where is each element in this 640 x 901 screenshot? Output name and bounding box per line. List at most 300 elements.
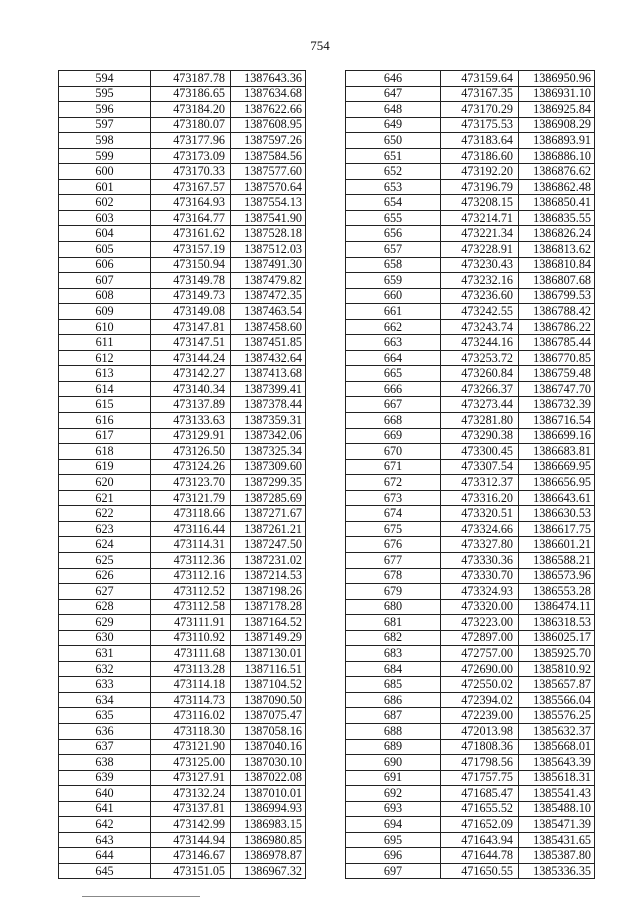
y-coordinate-cell: 1387584.56 bbox=[231, 148, 306, 164]
x-coordinate-cell: 473228.91 bbox=[441, 242, 519, 258]
x-coordinate-cell: 471655.52 bbox=[441, 801, 519, 817]
x-coordinate-cell: 473113.28 bbox=[151, 661, 231, 677]
point-number-cell: 694 bbox=[346, 817, 441, 833]
y-coordinate-cell: 1385566.04 bbox=[519, 692, 595, 708]
table-row bbox=[346, 677, 595, 693]
point-number-cell: 608 bbox=[59, 288, 151, 304]
y-coordinate-cell: 1387634.68 bbox=[231, 86, 306, 102]
point-number-cell: 615 bbox=[59, 397, 151, 413]
x-coordinate-cell: 473266.37 bbox=[441, 381, 519, 397]
point-number-cell: 632 bbox=[59, 661, 151, 677]
y-coordinate-cell: 1386931.10 bbox=[519, 86, 595, 102]
y-coordinate-cell: 1386630.53 bbox=[519, 506, 595, 522]
y-coordinate-cell: 1385618.31 bbox=[519, 770, 595, 786]
y-coordinate-cell: 1386978.87 bbox=[231, 848, 306, 864]
y-coordinate-cell: 1387342.06 bbox=[231, 428, 306, 444]
table-row bbox=[346, 350, 595, 366]
table-row bbox=[346, 179, 595, 195]
point-number-cell: 693 bbox=[346, 801, 441, 817]
x-coordinate-cell: 473159.64 bbox=[441, 71, 519, 87]
y-coordinate-cell: 1386601.21 bbox=[519, 537, 595, 553]
table-row bbox=[59, 599, 306, 615]
x-coordinate-cell: 473167.57 bbox=[151, 179, 231, 195]
point-number-cell: 612 bbox=[59, 350, 151, 366]
x-coordinate-cell: 473167.35 bbox=[441, 86, 519, 102]
point-number-cell: 620 bbox=[59, 475, 151, 491]
y-coordinate-cell: 1386925.84 bbox=[519, 102, 595, 118]
point-number-cell: 649 bbox=[346, 117, 441, 133]
y-coordinate-cell: 1386759.48 bbox=[519, 366, 595, 382]
point-number-cell: 695 bbox=[346, 832, 441, 848]
x-coordinate-cell: 473192.20 bbox=[441, 164, 519, 180]
point-number-cell: 639 bbox=[59, 770, 151, 786]
table-row bbox=[59, 381, 306, 397]
x-coordinate-cell: 473221.34 bbox=[441, 226, 519, 242]
x-coordinate-cell: 473121.79 bbox=[151, 490, 231, 506]
y-coordinate-cell: 1386893.91 bbox=[519, 133, 595, 149]
y-coordinate-cell: 1386617.75 bbox=[519, 521, 595, 537]
x-coordinate-cell: 473290.38 bbox=[441, 428, 519, 444]
x-coordinate-cell: 473320.51 bbox=[441, 506, 519, 522]
y-coordinate-cell: 1387104.52 bbox=[231, 677, 306, 693]
point-number-cell: 600 bbox=[59, 164, 151, 180]
point-number-cell: 598 bbox=[59, 133, 151, 149]
point-number-cell: 671 bbox=[346, 459, 441, 475]
point-number-cell: 622 bbox=[59, 506, 151, 522]
y-coordinate-cell: 1387198.26 bbox=[231, 584, 306, 600]
point-number-cell: 634 bbox=[59, 692, 151, 708]
x-coordinate-cell: 473236.60 bbox=[441, 288, 519, 304]
x-coordinate-cell: 471798.56 bbox=[441, 755, 519, 771]
table-row bbox=[59, 366, 306, 382]
x-coordinate-cell: 473121.90 bbox=[151, 739, 231, 755]
x-coordinate-cell: 473175.53 bbox=[441, 117, 519, 133]
x-coordinate-cell: 473196.79 bbox=[441, 179, 519, 195]
x-coordinate-cell: 473208.15 bbox=[441, 195, 519, 211]
x-coordinate-cell: 473149.78 bbox=[151, 273, 231, 289]
y-coordinate-cell: 1386747.70 bbox=[519, 381, 595, 397]
table-row bbox=[346, 475, 595, 491]
y-coordinate-cell: 1386553.28 bbox=[519, 584, 595, 600]
y-coordinate-cell: 1387299.35 bbox=[231, 475, 306, 491]
x-coordinate-cell: 473112.52 bbox=[151, 584, 231, 600]
y-coordinate-cell: 1385643.39 bbox=[519, 755, 595, 771]
x-coordinate-cell: 472757.00 bbox=[441, 646, 519, 662]
x-coordinate-cell: 472013.98 bbox=[441, 723, 519, 739]
y-coordinate-cell: 1387090.50 bbox=[231, 692, 306, 708]
x-coordinate-cell: 473142.99 bbox=[151, 817, 231, 833]
table-row bbox=[346, 630, 595, 646]
table-row bbox=[59, 117, 306, 133]
table-row bbox=[59, 521, 306, 537]
coordinates-table-left bbox=[58, 70, 306, 879]
x-coordinate-cell: 473129.91 bbox=[151, 428, 231, 444]
point-number-cell: 646 bbox=[346, 71, 441, 87]
y-coordinate-cell: 1387030.10 bbox=[231, 755, 306, 771]
table-row bbox=[346, 164, 595, 180]
y-coordinate-cell: 1386716.54 bbox=[519, 413, 595, 429]
x-coordinate-cell: 473223.00 bbox=[441, 615, 519, 631]
y-coordinate-cell: 1385541.43 bbox=[519, 786, 595, 802]
y-coordinate-cell: 1386876.62 bbox=[519, 164, 595, 180]
point-number-cell: 607 bbox=[59, 273, 151, 289]
table-row bbox=[346, 615, 595, 631]
y-coordinate-cell: 1386786.22 bbox=[519, 319, 595, 335]
y-coordinate-cell: 1387285.69 bbox=[231, 490, 306, 506]
y-coordinate-cell: 1387399.41 bbox=[231, 381, 306, 397]
point-number-cell: 643 bbox=[59, 832, 151, 848]
y-coordinate-cell: 1387271.67 bbox=[231, 506, 306, 522]
point-number-cell: 609 bbox=[59, 304, 151, 320]
x-coordinate-cell: 473146.67 bbox=[151, 848, 231, 864]
table-row bbox=[59, 335, 306, 351]
x-coordinate-cell: 473110.92 bbox=[151, 630, 231, 646]
y-coordinate-cell: 1387413.68 bbox=[231, 366, 306, 382]
point-number-cell: 601 bbox=[59, 179, 151, 195]
point-number-cell: 656 bbox=[346, 226, 441, 242]
table-row bbox=[59, 770, 306, 786]
point-number-cell: 654 bbox=[346, 195, 441, 211]
table-row bbox=[59, 413, 306, 429]
y-coordinate-cell: 1385576.25 bbox=[519, 708, 595, 724]
y-coordinate-cell: 1386835.55 bbox=[519, 210, 595, 226]
y-coordinate-cell: 1387432.64 bbox=[231, 350, 306, 366]
y-coordinate-cell: 1385488.10 bbox=[519, 801, 595, 817]
point-number-cell: 659 bbox=[346, 273, 441, 289]
table-row bbox=[59, 848, 306, 864]
table-row bbox=[346, 148, 595, 164]
point-number-cell: 651 bbox=[346, 148, 441, 164]
y-coordinate-cell: 1386643.61 bbox=[519, 490, 595, 506]
point-number-cell: 685 bbox=[346, 677, 441, 693]
x-coordinate-cell: 473186.65 bbox=[151, 86, 231, 102]
table-row bbox=[346, 257, 595, 273]
y-coordinate-cell: 1386588.21 bbox=[519, 552, 595, 568]
y-coordinate-cell: 1387010.01 bbox=[231, 786, 306, 802]
table-row bbox=[346, 195, 595, 211]
x-coordinate-cell: 473320.00 bbox=[441, 599, 519, 615]
table-row bbox=[346, 397, 595, 413]
point-number-cell: 642 bbox=[59, 817, 151, 833]
table-row bbox=[346, 863, 595, 879]
table-row bbox=[346, 692, 595, 708]
point-number-cell: 678 bbox=[346, 568, 441, 584]
x-coordinate-cell: 473177.96 bbox=[151, 133, 231, 149]
point-number-cell: 661 bbox=[346, 304, 441, 320]
table-row bbox=[59, 210, 306, 226]
point-number-cell: 663 bbox=[346, 335, 441, 351]
table-row bbox=[346, 242, 595, 258]
point-number-cell: 691 bbox=[346, 770, 441, 786]
y-coordinate-cell: 1387570.64 bbox=[231, 179, 306, 195]
y-coordinate-cell: 1386967.32 bbox=[231, 863, 306, 879]
y-coordinate-cell: 1387178.28 bbox=[231, 599, 306, 615]
x-coordinate-cell: 473300.45 bbox=[441, 444, 519, 460]
table-row bbox=[59, 552, 306, 568]
x-coordinate-cell: 473118.66 bbox=[151, 506, 231, 522]
table-row bbox=[59, 490, 306, 506]
x-coordinate-cell: 473324.93 bbox=[441, 584, 519, 600]
point-number-cell: 684 bbox=[346, 661, 441, 677]
y-coordinate-cell: 1385632.37 bbox=[519, 723, 595, 739]
y-coordinate-cell: 1386807.68 bbox=[519, 273, 595, 289]
point-number-cell: 623 bbox=[59, 521, 151, 537]
point-number-cell: 610 bbox=[59, 319, 151, 335]
y-coordinate-cell: 1387643.36 bbox=[231, 71, 306, 87]
point-number-cell: 675 bbox=[346, 521, 441, 537]
point-number-cell: 686 bbox=[346, 692, 441, 708]
y-coordinate-cell: 1386785.44 bbox=[519, 335, 595, 351]
x-coordinate-cell: 473243.74 bbox=[441, 319, 519, 335]
point-number-cell: 613 bbox=[59, 366, 151, 382]
table-row bbox=[59, 459, 306, 475]
table-row bbox=[59, 195, 306, 211]
y-coordinate-cell: 1387040.16 bbox=[231, 739, 306, 755]
y-coordinate-cell: 1386025.17 bbox=[519, 630, 595, 646]
point-number-cell: 696 bbox=[346, 848, 441, 864]
point-number-cell: 596 bbox=[59, 102, 151, 118]
table-row bbox=[346, 319, 595, 335]
x-coordinate-cell: 473324.66 bbox=[441, 521, 519, 537]
point-number-cell: 629 bbox=[59, 615, 151, 631]
point-number-cell: 692 bbox=[346, 786, 441, 802]
y-coordinate-cell: 1387359.31 bbox=[231, 413, 306, 429]
y-coordinate-cell: 1387261.21 bbox=[231, 521, 306, 537]
y-coordinate-cell: 1387472.35 bbox=[231, 288, 306, 304]
point-number-cell: 614 bbox=[59, 381, 151, 397]
table-row bbox=[59, 817, 306, 833]
y-coordinate-cell: 1387479.82 bbox=[231, 273, 306, 289]
point-number-cell: 621 bbox=[59, 490, 151, 506]
table-row bbox=[59, 102, 306, 118]
table-row bbox=[59, 319, 306, 335]
x-coordinate-cell: 473142.27 bbox=[151, 366, 231, 382]
y-coordinate-cell: 1385925.70 bbox=[519, 646, 595, 662]
point-number-cell: 648 bbox=[346, 102, 441, 118]
table-row bbox=[59, 242, 306, 258]
y-coordinate-cell: 1387116.51 bbox=[231, 661, 306, 677]
x-coordinate-cell: 473260.84 bbox=[441, 366, 519, 382]
point-number-cell: 662 bbox=[346, 319, 441, 335]
coordinates-table-right bbox=[345, 70, 595, 879]
x-coordinate-cell: 473312.37 bbox=[441, 475, 519, 491]
y-coordinate-cell: 1387608.95 bbox=[231, 117, 306, 133]
table-row bbox=[346, 444, 595, 460]
point-number-cell: 619 bbox=[59, 459, 151, 475]
y-coordinate-cell: 1387164.52 bbox=[231, 615, 306, 631]
point-number-cell: 664 bbox=[346, 350, 441, 366]
x-coordinate-cell: 473151.05 bbox=[151, 863, 231, 879]
x-coordinate-cell: 473137.89 bbox=[151, 397, 231, 413]
x-coordinate-cell: 473184.20 bbox=[151, 102, 231, 118]
point-number-cell: 688 bbox=[346, 723, 441, 739]
point-number-cell: 640 bbox=[59, 786, 151, 802]
point-number-cell: 611 bbox=[59, 335, 151, 351]
table-row bbox=[59, 863, 306, 879]
table-row bbox=[346, 102, 595, 118]
x-coordinate-cell: 473232.16 bbox=[441, 273, 519, 289]
point-number-cell: 683 bbox=[346, 646, 441, 662]
y-coordinate-cell: 1387058.16 bbox=[231, 723, 306, 739]
y-coordinate-cell: 1387463.54 bbox=[231, 304, 306, 320]
table-row bbox=[346, 661, 595, 677]
x-coordinate-cell: 473170.33 bbox=[151, 164, 231, 180]
point-number-cell: 624 bbox=[59, 537, 151, 553]
x-coordinate-cell: 473316.20 bbox=[441, 490, 519, 506]
point-number-cell: 655 bbox=[346, 210, 441, 226]
point-number-cell: 641 bbox=[59, 801, 151, 817]
table-row bbox=[346, 755, 595, 771]
x-coordinate-cell: 473123.70 bbox=[151, 475, 231, 491]
point-number-cell: 637 bbox=[59, 739, 151, 755]
point-number-cell: 647 bbox=[346, 86, 441, 102]
x-coordinate-cell: 471643.94 bbox=[441, 832, 519, 848]
point-number-cell: 674 bbox=[346, 506, 441, 522]
point-number-cell: 680 bbox=[346, 599, 441, 615]
x-coordinate-cell: 473147.81 bbox=[151, 319, 231, 335]
table-row bbox=[346, 708, 595, 724]
x-coordinate-cell: 473116.02 bbox=[151, 708, 231, 724]
point-number-cell: 616 bbox=[59, 413, 151, 429]
y-coordinate-cell: 1387231.02 bbox=[231, 552, 306, 568]
point-number-cell: 595 bbox=[59, 86, 151, 102]
table-row bbox=[346, 739, 595, 755]
point-number-cell: 658 bbox=[346, 257, 441, 273]
point-number-cell: 650 bbox=[346, 133, 441, 149]
x-coordinate-cell: 473112.36 bbox=[151, 552, 231, 568]
x-coordinate-cell: 473147.51 bbox=[151, 335, 231, 351]
table-row bbox=[59, 537, 306, 553]
x-coordinate-cell: 473137.81 bbox=[151, 801, 231, 817]
point-number-cell: 603 bbox=[59, 210, 151, 226]
y-coordinate-cell: 1385431.65 bbox=[519, 832, 595, 848]
y-coordinate-cell: 1385471.39 bbox=[519, 817, 595, 833]
x-coordinate-cell: 473127.91 bbox=[151, 770, 231, 786]
table-row bbox=[59, 148, 306, 164]
table-row bbox=[346, 801, 595, 817]
y-coordinate-cell: 1386950.96 bbox=[519, 71, 595, 87]
x-coordinate-cell: 473150.94 bbox=[151, 257, 231, 273]
x-coordinate-cell: 473149.08 bbox=[151, 304, 231, 320]
y-coordinate-cell: 1386994.93 bbox=[231, 801, 306, 817]
x-coordinate-cell: 473111.68 bbox=[151, 646, 231, 662]
y-coordinate-cell: 1386813.62 bbox=[519, 242, 595, 258]
point-number-cell: 626 bbox=[59, 568, 151, 584]
table-row bbox=[346, 646, 595, 662]
point-number-cell: 687 bbox=[346, 708, 441, 724]
table-row bbox=[346, 723, 595, 739]
x-coordinate-cell: 471757.75 bbox=[441, 770, 519, 786]
point-number-cell: 677 bbox=[346, 552, 441, 568]
point-number-cell: 670 bbox=[346, 444, 441, 460]
table-row bbox=[59, 475, 306, 491]
point-number-cell: 689 bbox=[346, 739, 441, 755]
point-number-cell: 618 bbox=[59, 444, 151, 460]
table-row bbox=[346, 537, 595, 553]
point-number-cell: 653 bbox=[346, 179, 441, 195]
y-coordinate-cell: 1386732.39 bbox=[519, 397, 595, 413]
x-coordinate-cell: 473157.19 bbox=[151, 242, 231, 258]
point-number-cell: 625 bbox=[59, 552, 151, 568]
y-coordinate-cell: 1387378.44 bbox=[231, 397, 306, 413]
y-coordinate-cell: 1387541.90 bbox=[231, 210, 306, 226]
table-row bbox=[59, 801, 306, 817]
table-row bbox=[59, 164, 306, 180]
point-number-cell: 630 bbox=[59, 630, 151, 646]
table-row bbox=[346, 413, 595, 429]
table-row bbox=[346, 459, 595, 475]
y-coordinate-cell: 1386862.48 bbox=[519, 179, 595, 195]
x-coordinate-cell: 473327.80 bbox=[441, 537, 519, 553]
table-row bbox=[346, 304, 595, 320]
table-row bbox=[346, 490, 595, 506]
y-coordinate-cell: 1386980.85 bbox=[231, 832, 306, 848]
point-number-cell: 597 bbox=[59, 117, 151, 133]
table-row bbox=[346, 428, 595, 444]
table-row bbox=[346, 210, 595, 226]
y-coordinate-cell: 1386983.15 bbox=[231, 817, 306, 833]
y-coordinate-cell: 1387597.26 bbox=[231, 133, 306, 149]
point-number-cell: 697 bbox=[346, 863, 441, 879]
x-coordinate-cell: 473126.50 bbox=[151, 444, 231, 460]
table-row bbox=[59, 568, 306, 584]
table-row bbox=[346, 226, 595, 242]
table-row bbox=[59, 257, 306, 273]
y-coordinate-cell: 1387458.60 bbox=[231, 319, 306, 335]
x-coordinate-cell: 473114.73 bbox=[151, 692, 231, 708]
table-row bbox=[59, 615, 306, 631]
table-row bbox=[59, 646, 306, 662]
table-row bbox=[59, 739, 306, 755]
table-row bbox=[59, 444, 306, 460]
y-coordinate-cell: 1386656.95 bbox=[519, 475, 595, 491]
y-coordinate-cell: 1386699.16 bbox=[519, 428, 595, 444]
point-number-cell: 638 bbox=[59, 755, 151, 771]
x-coordinate-cell: 473187.78 bbox=[151, 71, 231, 87]
table-row bbox=[59, 350, 306, 366]
y-coordinate-cell: 1387512.03 bbox=[231, 242, 306, 258]
table-row bbox=[346, 288, 595, 304]
table-row bbox=[346, 335, 595, 351]
table-row bbox=[59, 133, 306, 149]
table-row bbox=[59, 273, 306, 289]
x-coordinate-cell: 473161.62 bbox=[151, 226, 231, 242]
x-coordinate-cell: 473164.93 bbox=[151, 195, 231, 211]
y-coordinate-cell: 1387022.08 bbox=[231, 770, 306, 786]
x-coordinate-cell: 472550.02 bbox=[441, 677, 519, 693]
x-coordinate-cell: 471652.09 bbox=[441, 817, 519, 833]
table-row bbox=[346, 817, 595, 833]
x-coordinate-cell: 472239.00 bbox=[441, 708, 519, 724]
point-number-cell: 657 bbox=[346, 242, 441, 258]
x-coordinate-cell: 473132.24 bbox=[151, 786, 231, 802]
point-number-cell: 635 bbox=[59, 708, 151, 724]
y-coordinate-cell: 1386669.95 bbox=[519, 459, 595, 475]
table-row bbox=[59, 677, 306, 693]
x-coordinate-cell: 473116.44 bbox=[151, 521, 231, 537]
point-number-cell: 660 bbox=[346, 288, 441, 304]
table-row bbox=[59, 692, 306, 708]
table-row bbox=[59, 755, 306, 771]
table-row bbox=[59, 723, 306, 739]
y-coordinate-cell: 1385336.35 bbox=[519, 863, 595, 879]
table-row bbox=[346, 552, 595, 568]
table-row bbox=[346, 86, 595, 102]
table-row bbox=[346, 568, 595, 584]
x-coordinate-cell: 473330.70 bbox=[441, 568, 519, 584]
y-coordinate-cell: 1387491.30 bbox=[231, 257, 306, 273]
point-number-cell: 666 bbox=[346, 381, 441, 397]
